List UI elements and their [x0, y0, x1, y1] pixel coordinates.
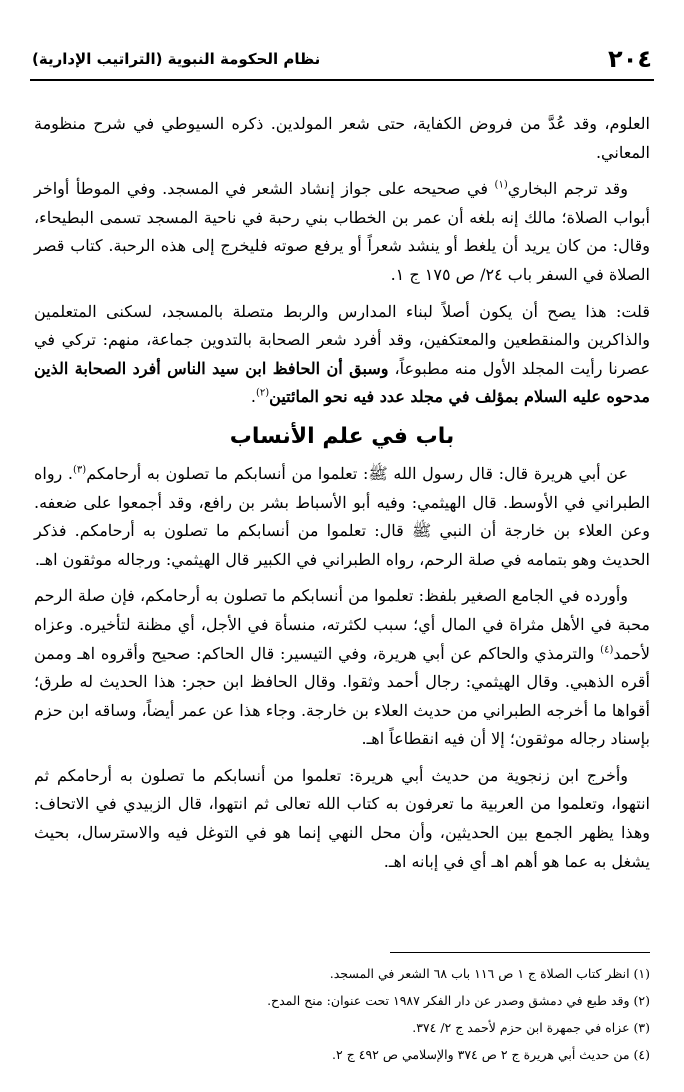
- section-title: باب في علم الأنساب: [229, 423, 455, 449]
- paragraph-4-text-b: . رواه الطبراني في الأوسط. قال الهيثمي: وفيه أبو الأسباط بشر بن رافع، وقد أجمعوا على ضعفه. وعن العلاء بن خارجة أن النبي ﷺ قال: تعلموا من أنسابكم ما تصلون به أرحامكم. فذكر الحديث وهو بتمامه في صلة الرحم، رواه الطبراني في الكبير قال الهيثمي: ورجاله موثقون اهـ.: [34, 463, 650, 569]
- footnote-ref-1[interactable]: (١): [494, 179, 508, 191]
- paragraph-1: العلوم، وقد عُدَّ من فروض الكفاية، حتى شعر المولدين. ذكره السيوطي في شرح منظومة المعاني.: [34, 114, 650, 162]
- paragraph-5-text-b: والترمذي والحاكم عن أبي هريرة، وفي التيسير: قال الحاكم: صحيح وأقروه اهـ وممن أقره الذهبي. وقال الهيثمي: رجال أحمد وثقوا. وقال الحافظ ابن حجر: هذا الحديث له طرق؛ أقواها ما أخرجه الطبراني من حديث العلاء بن خارجة. وجاء هذا عن عمر أيضاً، وساقه ابن حزم بإسناد رجاله موثقون؛ إلا أن فيه انقطاعاً اهـ.: [34, 643, 650, 749]
- paragraph-3: [34, 298, 650, 412]
- footnote-ref-2[interactable]: (٢): [255, 388, 270, 400]
- header-rule: [30, 79, 654, 81]
- paragraph-2-text-a: وقد ترجم البخاري: [507, 179, 628, 199]
- footnote-2: (٢) وقد طبع في دمشق وصدر عن دار الفكر ١٩٨٧ تحت عنوان: منح المدح.: [267, 993, 650, 1008]
- main-text: [34, 110, 650, 884]
- page-number: ٢٠٤: [608, 45, 652, 73]
- page-header: [32, 42, 652, 76]
- paragraph-4: [34, 460, 650, 574]
- footnote-4: (٤) من حديث أبي هريرة ج ٢ ص ٣٧٤ والإسلامي ص ٤٩٢ ج ٢.: [332, 1047, 650, 1062]
- footnote-ref-4[interactable]: (٤): [600, 644, 614, 656]
- running-title: نظام الحكومة النبوية (التراتيب الإدارية): [32, 50, 321, 68]
- paragraph-5-text-a: وأورده في الجامع الصغير بلفظ: تعلموا من أنسابكم ما تصلون به أرحامكم، فإن صلة الرحم محبة في الأهل مثراة في المال أي؛ سبب لكثرته، منسأة في الأجل، أي مظنة لتأخيره. وعزاه لأحمد: [34, 586, 651, 663]
- paragraph-5: [34, 582, 650, 754]
- footnote-rule: [390, 952, 650, 953]
- paragraph-4-text-a: عن أبي هريرة قال: قال رسول الله ﷺ: تعلموا من أنسابكم ما تصلون به أرحامكم: [86, 463, 628, 483]
- paragraph-2: [34, 175, 650, 289]
- footnote-ref-3[interactable]: (٣): [73, 464, 87, 476]
- paragraph-6: وأخرج ابن زنجوية من حديث أبي هريرة: تعلموا من أنسابكم ما تصلون به أرحامكم ثم انتهوا، وتعلموا من العربية ما تعرفون به كتاب الله تعالى ثم انتهوا، قال الزبيدي في الاتحاف: وهذا يظهر الجمع بين الحديثين، وأن محل النهي إنما هو في التوغل فيه والاسترسال، بحيث يشغل به عما هو أهم اهـ أي في إبانه اهـ.: [34, 765, 651, 871]
- paragraph-3-bold: وسبق أن الحافظ ابن سيد الناس أفرد الصحابة الذين مدحوه عليه السلام بمؤلف في مجلد عدد فيه نحو المائتين: [34, 358, 650, 407]
- paragraph-3-end: .: [250, 387, 256, 407]
- footnote-3: (٣) عزاه في جمهرة ابن حزم لأحمد ج ٢/ ٣٧٤.: [412, 1020, 650, 1035]
- paragraph-2-text-b: في صحيحه على جواز إنشاد الشعر في المسجد. وفي الموطأ أواخر أبواب الصلاة؛ مالك إنه بلغه أن عمر بن الخطاب بني رحبة في ناحية المسجد تسمى البطيحاء، وقال: من كان يريد أن يلغط أو ينشد شعراً أو يرفع صوته فليخرج إلى هذه الرحبة. كتاب قصر الصلاة في السفر باب ٢٤/ ص ١٧٥ ج ١.: [34, 179, 650, 284]
- paragraph-3-text-a: قلت: هذا يصح أن يكون أصلاً لبناء المدارس والربط متصلة بالمسجد، لسكنى المتعلمين والذاكرين والمنقطعين والمعتكفين، وقد أفرد شعر الصحابة بالتدوين جماعة، منهم: تركي في عصرنا رأيت المجلد الأول منه مطبوعاً،: [34, 301, 651, 378]
- footnotes: [34, 960, 650, 1068]
- footnote-1: (١) انظر كتاب الصلاة ج ١ ص ١١٦ باب ٦٨ الشعر في المسجد.: [329, 966, 650, 981]
